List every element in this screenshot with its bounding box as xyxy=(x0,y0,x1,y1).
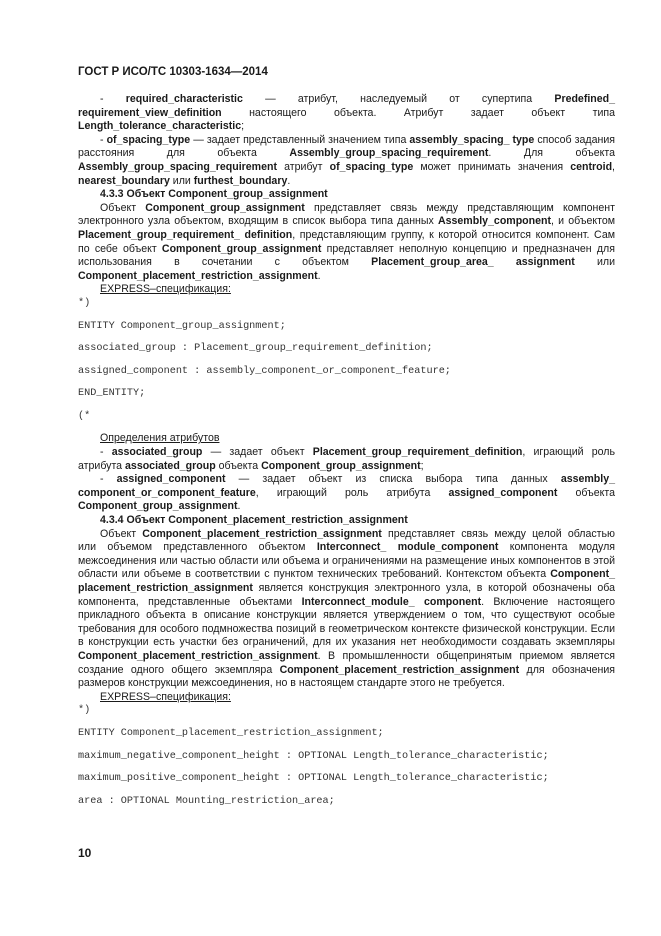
code-line: associated_group : Placement_group_requirement_definition; xyxy=(78,343,433,355)
express-label-2: EXPRESS–спецификация: xyxy=(100,690,231,703)
code-line: (* xyxy=(78,410,91,422)
page-header: ГОСТ Р ИСО/ТС 10303-1634—2014 xyxy=(78,66,268,78)
code-line: *) xyxy=(78,705,91,717)
attribute-definitions-label: Определения атрибутов xyxy=(100,432,220,445)
section-heading-4-3-4: 4.3.4 Объект Component_placement_restriction_assignment xyxy=(100,514,408,527)
code-line: assigned_component : assembly_component_or_component_feature; xyxy=(78,365,451,377)
code-line: *) xyxy=(78,297,91,309)
paragraph-required-characteristic: - required_characteristic — атрибут, наследуемый от супертипа Predefined_ requirement_view_definition настоящего объекта. Атрибут задает объект типа Length_tolerance_characteristic; xyxy=(78,93,616,133)
section-heading-4-3-3: 4.3.3 Объект Component_group_assignment xyxy=(100,188,328,201)
paragraph-assigned-component: - assigned_component — задает объект из списка выбора типа данных assembly_ component_or_component_feature, играющий роль атрибута assigned_component объекта Component_group_assignment. xyxy=(78,473,615,513)
code-line: maximum_negative_component_height : OPTIONAL Length_tolerance_characteristic; xyxy=(78,750,549,762)
code-line: ENTITY Component_group_assignment; xyxy=(78,320,286,332)
code-line: ENTITY Component_placement_restriction_assignment; xyxy=(78,727,384,739)
express-label-1: EXPRESS–спецификация: xyxy=(100,283,231,296)
code-line: area : OPTIONAL Mounting_restriction_area; xyxy=(78,795,335,807)
code-line: maximum_positive_component_height : OPTIONAL Length_tolerance_characteristic; xyxy=(78,773,549,785)
paragraph-component-placement-restriction: Объект Component_placement_restriction_assignment представляет связь между целой областью или объемом представленного объектом Interconnect_ module_component компонента модуля межсоединения или частью области или объема и ограничениями на размещение иных компонентов в этой области или объеме в соответствии с пунктом технических требований. Контекстом объекта Component_ placement_restriction_assignment является конструкция электронного узла, в которой обозначены оба компонента, представленные объектами Interconnect_module_ component. Включение настоящего прикладного объекта в описание конструкции является утверждением о том, что существуют особые требования для особого подмножества позиций в геометрическом контексте физической конструкции. Если в конструкции есть участки без ограничений, для их указания нет необходимости создавать экземпляры Component_placement_restriction_assignment. В промышленности общепринятым приемом является создание одного общего экземпляра Component_placement_restriction_assignment для обозначения размеров конструкции межсоединения, но в настоящем стандарте этого не требуется. xyxy=(78,527,615,690)
paragraph-associated-group: - associated_group — задает объект Placement_group_requirement_definition, играющий роль атрибута associated_group объекта Component_group_assignment; xyxy=(78,446,615,472)
paragraph-component-group-assignment: Объект Component_group_assignment представляет связь между представляющим компонент электронного узла объектом, входящим в список выбора типа данных Assembly_component, и объектом Placement_group_requirement_ definition, представляющим группу, к которой относится компонент. Сам по себе объект Component_group_assignment представляет неполную концепцию и предназначен для использования в сочетании с объектом Placement_group_area_ assignment или Component_placement_restriction_assignment. xyxy=(78,201,615,282)
code-line: END_ENTITY; xyxy=(78,388,146,400)
page-number: 10 xyxy=(78,846,92,860)
paragraph-of-spacing-type: - of_spacing_type — задает представленный значением типа assembly_spacing_ type способ задания расстояния для объекта Assembly_group_spacing_requirement. Для объекта Assembly_group_spacing_requirement атрибут of_spacing_type может принимать значения centroid, nearest_boundary или furthest_boundary. xyxy=(78,133,616,187)
page-body xyxy=(78,93,615,808)
